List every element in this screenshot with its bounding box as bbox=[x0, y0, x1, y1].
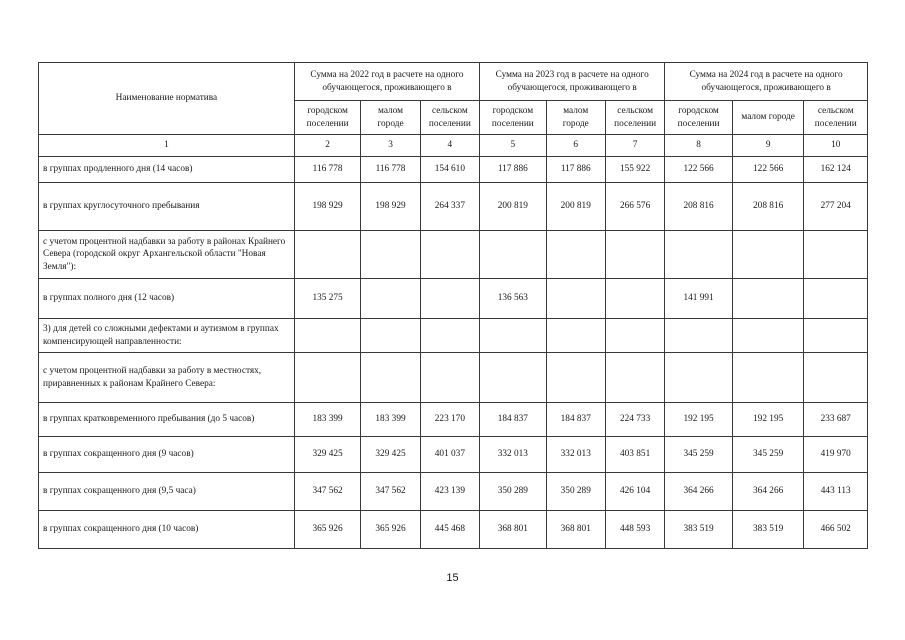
cell-value: 184 837 bbox=[546, 403, 605, 437]
cell-value bbox=[546, 231, 605, 279]
header-row-years bbox=[39, 63, 868, 101]
cell-value: 365 926 bbox=[361, 511, 420, 549]
column-number: 5 bbox=[480, 135, 547, 157]
table-row bbox=[39, 353, 868, 403]
cell-value: 208 816 bbox=[732, 183, 804, 231]
column-header-name: Наименование норматива bbox=[39, 63, 295, 135]
column-number: 6 bbox=[546, 135, 605, 157]
column-number: 8 bbox=[665, 135, 733, 157]
cell-value bbox=[361, 231, 420, 279]
row-label: с учетом процентной надбавки за работу в местностях, приравненных к районам Крайнего Севера: bbox=[39, 353, 295, 403]
cell-value: 266 576 bbox=[605, 183, 664, 231]
cell-value bbox=[804, 231, 868, 279]
table-row bbox=[39, 403, 868, 437]
cell-value bbox=[605, 231, 664, 279]
cell-value: 208 816 bbox=[665, 183, 733, 231]
row-label: в группах сокращенного дня (10 часов) bbox=[39, 511, 295, 549]
cell-value bbox=[732, 319, 804, 353]
column-number: 7 bbox=[605, 135, 664, 157]
cell-value: 184 837 bbox=[480, 403, 547, 437]
subheader-small-town: малом городе bbox=[732, 101, 804, 135]
cell-value: 347 562 bbox=[294, 473, 361, 511]
cell-value bbox=[546, 279, 605, 319]
cell-value: 224 733 bbox=[605, 403, 664, 437]
column-number: 1 bbox=[39, 135, 295, 157]
cell-value bbox=[605, 353, 664, 403]
cell-value bbox=[732, 231, 804, 279]
cell-value bbox=[361, 319, 420, 353]
cell-value: 162 124 bbox=[804, 157, 868, 183]
cell-value bbox=[480, 319, 547, 353]
cell-value: 466 502 bbox=[804, 511, 868, 549]
cell-value bbox=[361, 353, 420, 403]
subheader-urban: городском поселении bbox=[294, 101, 361, 135]
cell-value: 423 139 bbox=[420, 473, 479, 511]
subheader-rural: сельском поселении bbox=[605, 101, 664, 135]
column-number: 10 bbox=[804, 135, 868, 157]
cell-value bbox=[804, 353, 868, 403]
cell-value bbox=[732, 279, 804, 319]
cell-value: 383 519 bbox=[732, 511, 804, 549]
row-label: в группах кратковременного пребывания (до 5 часов) bbox=[39, 403, 295, 437]
cell-value bbox=[420, 231, 479, 279]
cell-value bbox=[480, 231, 547, 279]
subheader-rural: сельском поселении bbox=[420, 101, 479, 135]
row-label: в группах продленного дня (14 часов) bbox=[39, 157, 295, 183]
cell-value bbox=[665, 353, 733, 403]
cell-value: 135 275 bbox=[294, 279, 361, 319]
row-label: 3) для детей со сложными дефектами и аутизмом в группах компенсирующей направленности: bbox=[39, 319, 295, 353]
header-row-numbers bbox=[39, 135, 868, 157]
table-row bbox=[39, 511, 868, 549]
cell-value: 122 566 bbox=[665, 157, 733, 183]
cell-value: 329 425 bbox=[294, 437, 361, 473]
cell-value bbox=[480, 353, 547, 403]
subheader-small-town: малом городе bbox=[546, 101, 605, 135]
table-row bbox=[39, 183, 868, 231]
row-label: в группах полного дня (12 часов) bbox=[39, 279, 295, 319]
column-number: 3 bbox=[361, 135, 420, 157]
cell-value: 192 195 bbox=[665, 403, 733, 437]
cell-value: 350 289 bbox=[546, 473, 605, 511]
cell-value: 364 266 bbox=[665, 473, 733, 511]
cell-value: 445 468 bbox=[420, 511, 479, 549]
column-number: 4 bbox=[420, 135, 479, 157]
cell-value: 200 819 bbox=[480, 183, 547, 231]
cell-value: 368 801 bbox=[480, 511, 547, 549]
cell-value bbox=[420, 319, 479, 353]
column-number: 9 bbox=[732, 135, 804, 157]
cell-value: 192 195 bbox=[732, 403, 804, 437]
page-number: 15 bbox=[446, 572, 459, 584]
cell-value bbox=[361, 279, 420, 319]
cell-value: 277 204 bbox=[804, 183, 868, 231]
cell-value: 117 886 bbox=[546, 157, 605, 183]
cell-value: 426 104 bbox=[605, 473, 664, 511]
cell-value: 403 851 bbox=[605, 437, 664, 473]
row-label: в группах круглосуточного пребывания bbox=[39, 183, 295, 231]
column-header-2022: Сумма на 2022 год в расчете на одного обучающегося, проживающего в bbox=[294, 63, 479, 101]
table-row bbox=[39, 231, 868, 279]
cell-value bbox=[605, 279, 664, 319]
cell-value: 347 562 bbox=[361, 473, 420, 511]
cell-value: 332 013 bbox=[480, 437, 547, 473]
cell-value: 183 399 bbox=[361, 403, 420, 437]
subheader-rural: сельском поселении bbox=[804, 101, 868, 135]
cell-value: 198 929 bbox=[361, 183, 420, 231]
cell-value: 345 259 bbox=[665, 437, 733, 473]
table-row bbox=[39, 473, 868, 511]
row-label: в группах сокращенного дня (9 часов) bbox=[39, 437, 295, 473]
cell-value: 200 819 bbox=[546, 183, 605, 231]
cell-value: 264 337 bbox=[420, 183, 479, 231]
cell-value bbox=[294, 353, 361, 403]
subheader-small-town: малом городе bbox=[361, 101, 420, 135]
subheader-urban: городском поселении bbox=[480, 101, 547, 135]
row-label: в группах сокращенного дня (9,5 часа) bbox=[39, 473, 295, 511]
cell-value: 233 687 bbox=[804, 403, 868, 437]
cell-value: 117 886 bbox=[480, 157, 547, 183]
table-row bbox=[39, 279, 868, 319]
cell-value: 183 399 bbox=[294, 403, 361, 437]
cell-value bbox=[804, 319, 868, 353]
cell-value: 443 113 bbox=[804, 473, 868, 511]
cell-value: 345 259 bbox=[732, 437, 804, 473]
cell-value bbox=[665, 319, 733, 353]
cell-value bbox=[294, 319, 361, 353]
row-label: с учетом процентной надбавки за работу в районах Крайнего Севера (городской округ Архангельской области "Новая Земля"): bbox=[39, 231, 295, 279]
cell-value: 116 778 bbox=[294, 157, 361, 183]
cell-value bbox=[546, 353, 605, 403]
cell-value: 365 926 bbox=[294, 511, 361, 549]
cell-value bbox=[804, 279, 868, 319]
cell-value bbox=[546, 319, 605, 353]
cell-value: 401 037 bbox=[420, 437, 479, 473]
cell-value: 198 929 bbox=[294, 183, 361, 231]
cell-value: 364 266 bbox=[732, 473, 804, 511]
cell-value: 448 593 bbox=[605, 511, 664, 549]
cell-value: 329 425 bbox=[361, 437, 420, 473]
table-row bbox=[39, 437, 868, 473]
column-header-2024: Сумма на 2024 год в расчете на одного обучающегося, проживающего в bbox=[665, 63, 868, 101]
table-row bbox=[39, 319, 868, 353]
cell-value: 332 013 bbox=[546, 437, 605, 473]
norms-table bbox=[38, 62, 868, 549]
cell-value: 141 991 bbox=[665, 279, 733, 319]
cell-value: 350 289 bbox=[480, 473, 547, 511]
cell-value bbox=[420, 279, 479, 319]
subheader-urban: городском поселении bbox=[665, 101, 733, 135]
cell-value bbox=[665, 231, 733, 279]
column-number: 2 bbox=[294, 135, 361, 157]
column-header-2023: Сумма на 2023 год в расчете на одного обучающегося, проживающего в bbox=[480, 63, 665, 101]
cell-value: 419 970 bbox=[804, 437, 868, 473]
cell-value bbox=[732, 353, 804, 403]
cell-value bbox=[605, 319, 664, 353]
cell-value: 154 610 bbox=[420, 157, 479, 183]
cell-value: 136 563 bbox=[480, 279, 547, 319]
cell-value: 116 778 bbox=[361, 157, 420, 183]
table-body bbox=[39, 63, 868, 549]
cell-value bbox=[294, 231, 361, 279]
cell-value: 155 922 bbox=[605, 157, 664, 183]
cell-value: 223 170 bbox=[420, 403, 479, 437]
table-row bbox=[39, 157, 868, 183]
cell-value: 122 566 bbox=[732, 157, 804, 183]
cell-value: 368 801 bbox=[546, 511, 605, 549]
cell-value bbox=[420, 353, 479, 403]
cell-value: 383 519 bbox=[665, 511, 733, 549]
